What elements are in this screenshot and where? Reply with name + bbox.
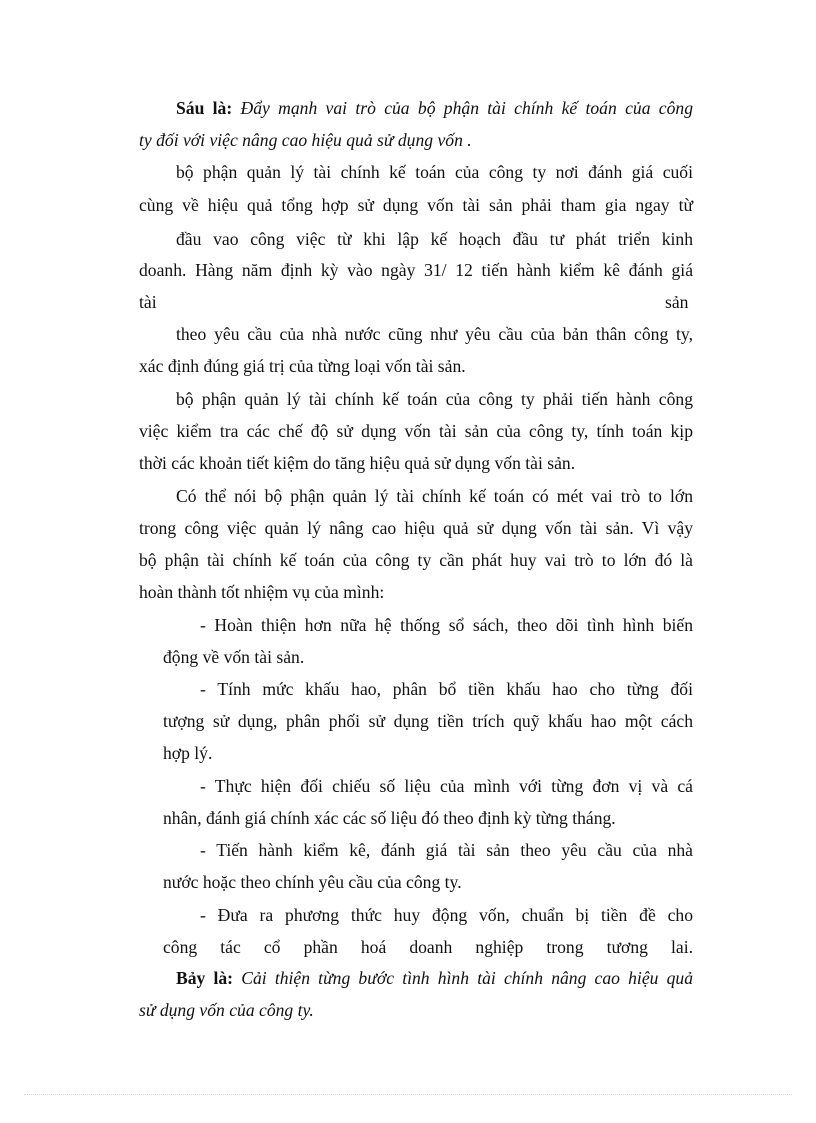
section7-title: Cải thiện từng bước tình hình tài chính nâng cao hiệu quả <box>241 968 693 988</box>
section7-heading-line <box>176 966 693 990</box>
paragraph-line: bộ phận quản lý tài chính kế toán của công ty nơi đánh giá cuối <box>176 162 693 182</box>
paragraph-line: Có thể nói bộ phận quản lý tài chính kế toán có mét vai trò to lớn <box>176 486 693 506</box>
paragraph-line: theo yêu cầu của nhà nước cũng như yêu cầu của bản thân công ty, <box>176 324 693 344</box>
paragraph-line: bộ phận quản lý tài chính kế toán của công ty phải tiến hành công <box>176 389 693 409</box>
paragraph-line: doanh. Hàng năm định kỳ vào ngày 31/ 12 tiến hành kiểm kê đánh giá <box>139 260 693 280</box>
paragraph-line: việc kiểm tra các chế độ sử dụng vốn tài sản của công ty, tính toán kịp <box>139 421 693 441</box>
bullet-item: - Thực hiện đối chiếu số liệu của mình với từng đơn vị và cá <box>200 776 693 796</box>
bullet-item: - Tính mức khấu hao, phân bổ tiền khấu hao cho từng đối <box>200 679 693 699</box>
paragraph-line: hoàn thành tốt nhiệm vụ của mình: <box>139 582 385 602</box>
section6-label: Sáu là: <box>176 98 233 118</box>
bullet-item-cont: hợp lý. <box>163 743 213 763</box>
paragraph-line: thời các khoản tiết kiệm do tăng hiệu quả sử dụng vốn tài sản. <box>139 453 576 473</box>
paragraph-line-start: tài <box>139 292 157 312</box>
bullet-item-cont: động về vốn tài sản. <box>163 647 305 667</box>
bullet-item: - Hoàn thiện hơn nữa hệ thống sổ sách, theo dõi tình hình biến <box>200 615 693 635</box>
section6-title-cont: ty đối với việc nâng cao hiệu quả sử dụng vốn . <box>139 130 472 150</box>
section6-title: Đẩy mạnh vai trò của bộ phận tài chính kế toán của công <box>240 98 693 118</box>
section6-heading-line <box>176 96 693 120</box>
bullet-item-cont: nhân, đánh giá chính xác các số liệu đó theo định kỳ từng tháng. <box>163 808 616 828</box>
section7-label: Bảy là: <box>176 968 234 988</box>
paragraph-line-end: sản <box>665 292 689 312</box>
bullet-item-cont: công tác cổ phần hoá doanh nghiệp trong tương lai. <box>163 937 693 957</box>
bullet-item-cont: tượng sử dụng, phân phối sử dụng tiền trích quỹ khấu hao một cách <box>163 711 693 731</box>
footer-divider <box>24 1094 792 1095</box>
section7-title-cont: sử dụng vốn của công ty. <box>139 1000 314 1020</box>
paragraph-line: bộ phận tài chính kế toán của công ty cần phát huy vai trò to lớn đó là <box>139 550 693 570</box>
bullet-item-cont: nước hoặc theo chính yêu cầu của công ty. <box>163 872 462 892</box>
paragraph-line: đầu vao công việc từ khi lập kế hoạch đầu tư phát triển kinh <box>176 229 693 249</box>
bullet-item: - Đưa ra phương thức huy động vốn, chuẩn bị tiền đề cho <box>200 905 693 925</box>
paragraph-line: cùng về hiệu quả tổng hợp sử dụng vốn tài sản phải tham gia ngay từ <box>139 195 693 215</box>
bullet-item: - Tiến hành kiểm kê, đánh giá tài sản theo yêu cầu của nhà <box>200 840 693 860</box>
paragraph-line: trong công việc quản lý nâng cao hiệu quả sử dụng vốn tài sản. Vì vậy <box>139 518 693 538</box>
paragraph-line: xác định đúng giá trị của từng loại vốn tài sản. <box>139 356 466 376</box>
